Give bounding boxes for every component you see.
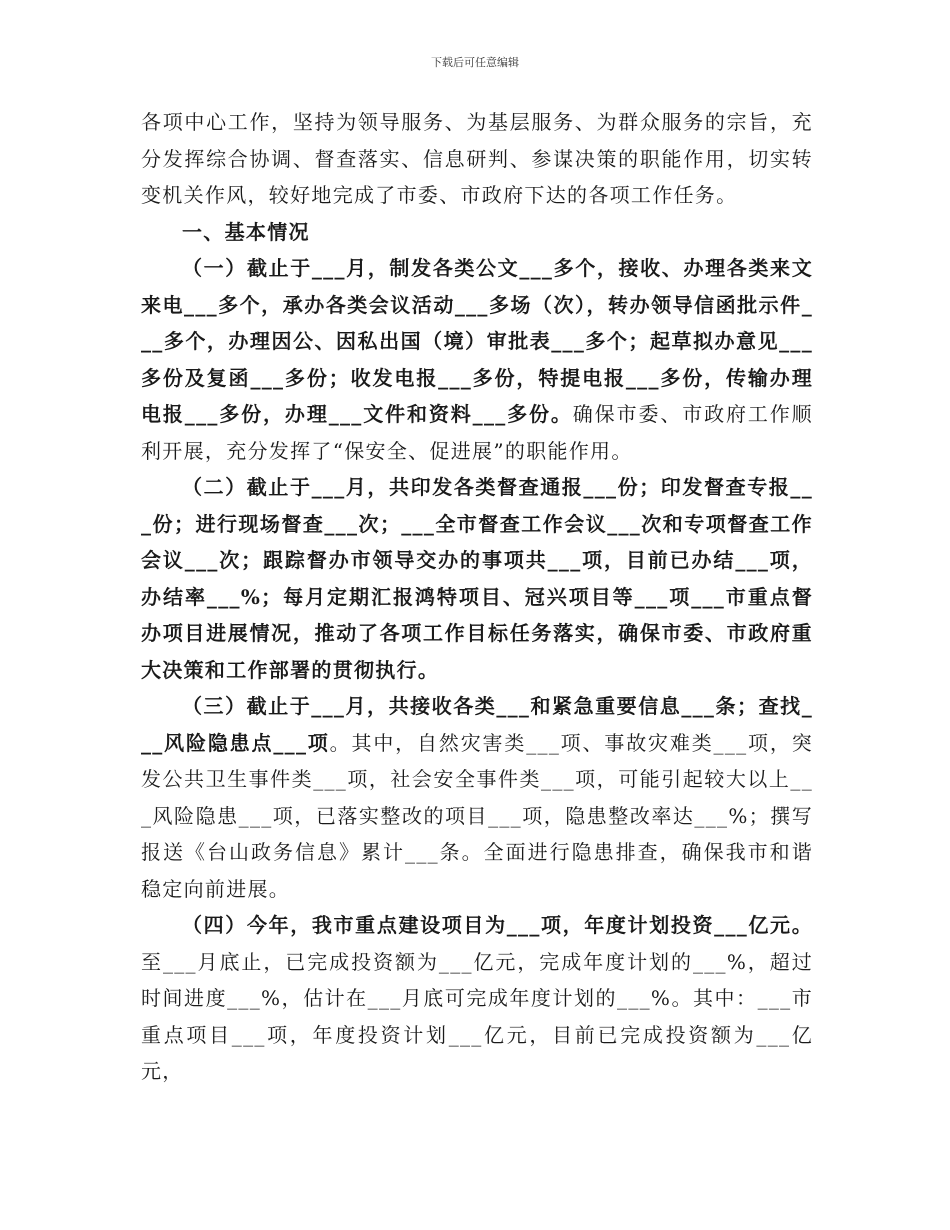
paragraph-item-4-normal: 至___月底止，已完成投资额为___亿元，完成年度计划的___%，超过时间进度___%，估计在___月底可完成年度计划的___%。其中：___市重点项目___项，年度投资计划___亿元，目前已完成投资额为___亿元， — [141, 949, 813, 1083]
paragraph-intro: 各项中心工作，坚持为领导服务、为基层服务、为群众服务的宗旨，充分发挥综合协调、督查落实、信息研判、参谋决策的职能作用，切实转变机关作风，较好地完成了市委、市政府下达的各项工作任务。 — [141, 110, 813, 207]
paragraph-item-4-bold: （四）今年，我市重点建设项目为___项，年度计划投资___亿元。 — [182, 913, 813, 937]
paragraph-item-2: （二）截止于___月，共印发各类督查通报___份；印发督查专报___份；进行现场督查___次；___全市督查工作会议___次和专项督查工作会议___次；跟踪督办市领导交办的事项共___项，目前已办结___项，办结率___%；每月定期汇报鸿特项目、冠兴项目等___项___市重点督办项目进展情况，推动了各项工作目标任务落实，确保市委、市政府重大决策和工作部署的贯彻执行。 — [141, 475, 813, 682]
paragraph-item-3-normal: 。其中，自然灾害类___项、事故灾难类___项，突发公共卫生事件类___项，社会安全事件类___项，可能引起较大以上___风险隐患___项，已落实整改的项目___项，隐患整改率达___%；撰写报送《台山政务信息》累计___条。全面进行隐患排查，确保我市和谐稳定向前进展。 — [141, 730, 813, 901]
page-header: 下载后可任意编辑 — [431, 56, 519, 69]
paragraph-item-1-bold: （一）截止于___月，制发各类公文___多个，接收、办理各类来文来电___多个，承办各类会议活动___多场（次），转办领导信函批示件___多个，办理因公、因私出国（境）审批表___多个；起草拟办意见___多份及复函___多份；收发电报___多份，特提电报___多份，传输办理电报___多份，办理___文件和资料___多份。 — [141, 256, 813, 426]
paragraph-item-1 — [141, 250, 813, 469]
paragraph-item-3 — [141, 688, 813, 907]
paragraph-item-4 — [141, 907, 813, 1090]
paragraph-item-3-bold: （三）截止于___月，共接收各类___和紧急重要信息___条；查找___风险隐患点___项 — [141, 694, 813, 755]
section-heading-basic-situation: 一、基本情况 — [182, 219, 310, 244]
paragraph-item-1-normal: 确保市委、市政府工作顺利开展，充分发挥了“保安全、促进展”的职能作用。 — [141, 402, 813, 463]
document-body — [141, 104, 813, 1090]
